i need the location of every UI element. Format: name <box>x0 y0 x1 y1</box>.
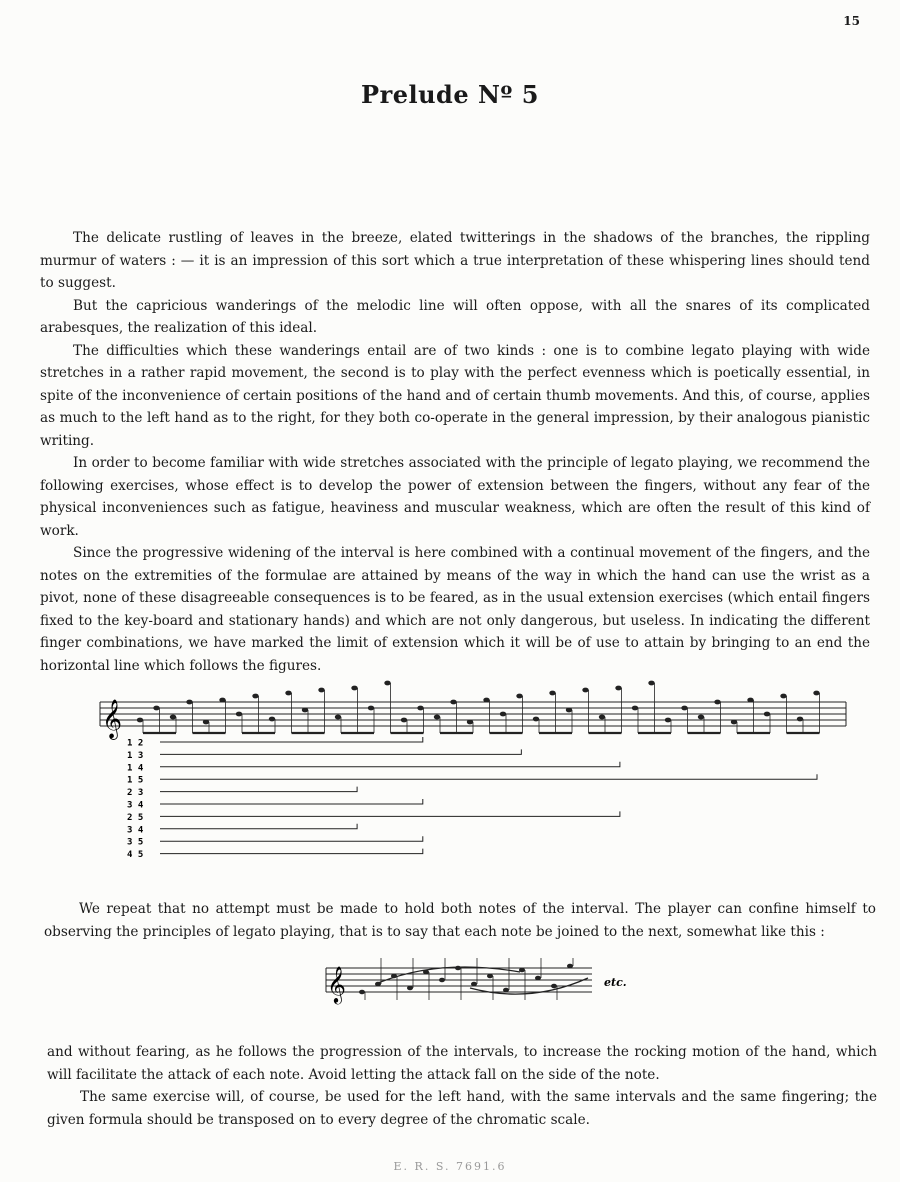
note-head <box>252 694 258 699</box>
note-head <box>467 720 473 725</box>
note-head <box>698 715 704 720</box>
extension-line <box>160 836 423 841</box>
fingering-label: 3 4 <box>127 800 144 811</box>
note-head <box>137 718 143 723</box>
note-group <box>137 681 820 733</box>
paragraph: But the capricious wanderings of the melodic line will often oppose, with all the snares of its complicated arabesques, the realization of this ideal. <box>40 297 870 336</box>
fingering-lines <box>127 737 817 860</box>
note-head <box>632 706 638 711</box>
note-head <box>731 720 737 725</box>
note-head <box>236 712 242 717</box>
fingering-label: 3 4 <box>127 825 144 836</box>
paragraph: and without fearing, as he follows the progression of the intervals, to increase the rocking motion of the hand, which will facilitate the attack of each note. Avoid letting the attack fall on the side of the note. <box>47 1044 877 1083</box>
exercise-staff <box>100 681 846 740</box>
note-head <box>375 982 381 987</box>
after-text <box>44 898 876 943</box>
fingering-label: 1 3 <box>127 750 144 761</box>
page-title: Prelude Nº 5 <box>361 80 539 109</box>
note-head <box>500 712 506 717</box>
extension-line <box>160 762 620 767</box>
fingering-label: 1 2 <box>127 738 144 749</box>
note-head <box>747 698 753 703</box>
note-head <box>503 988 509 993</box>
note-head <box>434 715 440 720</box>
note-head <box>359 990 365 995</box>
legato-example-staff <box>326 958 627 1004</box>
note-head <box>648 681 654 686</box>
note-head <box>269 717 275 722</box>
paragraph: The difficulties which these wanderings entail are of two kinds : one is to combine legato playing with wide stretches in a rather rapid movement, the second is to play with the perfect evenness which is poetically essential, in spite of the inconvenience of certain positions of the hand and of certain thumb movements. And this, of course, applies as much to the left hand as to the right, for they both co-operate in the general impression, by their analogous pianistic writing. <box>40 342 870 449</box>
extension-line <box>160 749 521 754</box>
fingering-label: 2 5 <box>127 812 144 823</box>
note-head <box>455 966 461 971</box>
footer-plate: E. R. S. 7691.6 <box>393 1160 507 1173</box>
extension-line <box>160 774 817 779</box>
fingering-label: 2 3 <box>127 788 144 799</box>
note-head <box>615 686 621 691</box>
intro-text <box>40 227 870 677</box>
note-head <box>599 715 605 720</box>
note-head <box>533 717 539 722</box>
note-head <box>384 681 390 686</box>
treble-clef-icon: 𝄞 <box>327 965 346 1003</box>
note-head <box>351 686 357 691</box>
note-head <box>368 706 374 711</box>
slur <box>378 967 520 983</box>
note-head <box>813 691 819 696</box>
note-head <box>302 708 308 713</box>
note-head <box>549 691 555 696</box>
extension-line <box>160 787 357 792</box>
note-head <box>335 715 341 720</box>
fingering-label: 1 5 <box>127 775 144 786</box>
extension-line <box>160 811 620 816</box>
page-number: 15 <box>843 14 860 28</box>
note-head <box>780 694 786 699</box>
paragraph: We repeat that no attempt must be made to hold both notes of the interval. The player can confine himself to observing the principles of legato playing, that is to say that each note be joined to the next, somewhat like this : <box>44 901 876 940</box>
note-head <box>186 700 192 705</box>
extension-line <box>160 799 423 804</box>
note-head <box>567 964 573 969</box>
fingering-label: 4 5 <box>127 850 144 861</box>
note-head <box>391 974 397 979</box>
note-head <box>407 986 413 991</box>
extension-line <box>160 824 357 829</box>
note-head <box>535 976 541 981</box>
note-head <box>450 700 456 705</box>
etc-label: etc. <box>604 976 627 989</box>
slur <box>470 978 588 994</box>
note-head <box>764 712 770 717</box>
note-head <box>582 688 588 693</box>
note-head <box>423 970 429 975</box>
note-head <box>285 691 291 696</box>
note-head <box>439 978 445 983</box>
note-head <box>318 688 324 693</box>
note-head <box>487 974 493 979</box>
note-group <box>359 958 573 1000</box>
extension-line <box>160 737 423 742</box>
note-head <box>551 984 557 989</box>
note-head <box>219 698 225 703</box>
note-head <box>401 718 407 723</box>
note-head <box>566 708 572 713</box>
note-head <box>516 694 522 699</box>
paragraph: The same exercise will, of course, be used for the left hand, with the same intervals and the same fingering; the given formula should be transposed on to every degree of the chromatic scale. <box>47 1089 877 1128</box>
treble-clef-icon: 𝄞 <box>102 699 123 739</box>
note-head <box>797 717 803 722</box>
note-head <box>714 700 720 705</box>
note-head <box>417 706 423 711</box>
note-head <box>681 706 687 711</box>
fingering-label: 1 4 <box>127 763 144 774</box>
extension-line <box>160 849 423 854</box>
note-head <box>483 698 489 703</box>
note-head <box>665 718 671 723</box>
note-head <box>519 968 525 973</box>
note-head <box>153 706 159 711</box>
note-head <box>203 720 209 725</box>
note-head <box>170 715 176 720</box>
paragraph: The delicate rustling of leaves in the breeze, elated twitterings in the shadows of the branches, the rippling murmur of waters : — it is an impression of this sort which a true interpretation of these whispering lines should tend to suggest. <box>40 230 870 291</box>
paragraph: In order to become familiar with wide stretches associated with the principle of legato playing, we recommend the following exercises, whose effect is to develop the power of extension between the fingers, without any fear of the physical inconveniences such as fatigue, heaviness and muscular weakness, which are often the result of this kind of work. <box>40 455 870 539</box>
fingering-label: 3 5 <box>127 837 144 848</box>
note-head <box>471 982 477 987</box>
paragraph: Since the progressive widening of the interval is here combined with a continual movement of the fingers, and the notes on the extremities of the formulae are attained by means of the way in which the hand can use the wrist as a pivot, none of these disagreeable consequences is to be feared, as in the usual extension exercises (which entail fingers fixed to the key-board and stationary hands) and which are not only dangerous, but useless. In indicating the different finger combinations, we have marked the limit of extension which it will be of use to attain by bringing to an end the horizontal line which follows the figures. <box>40 545 870 674</box>
closing-text <box>47 1041 877 1131</box>
